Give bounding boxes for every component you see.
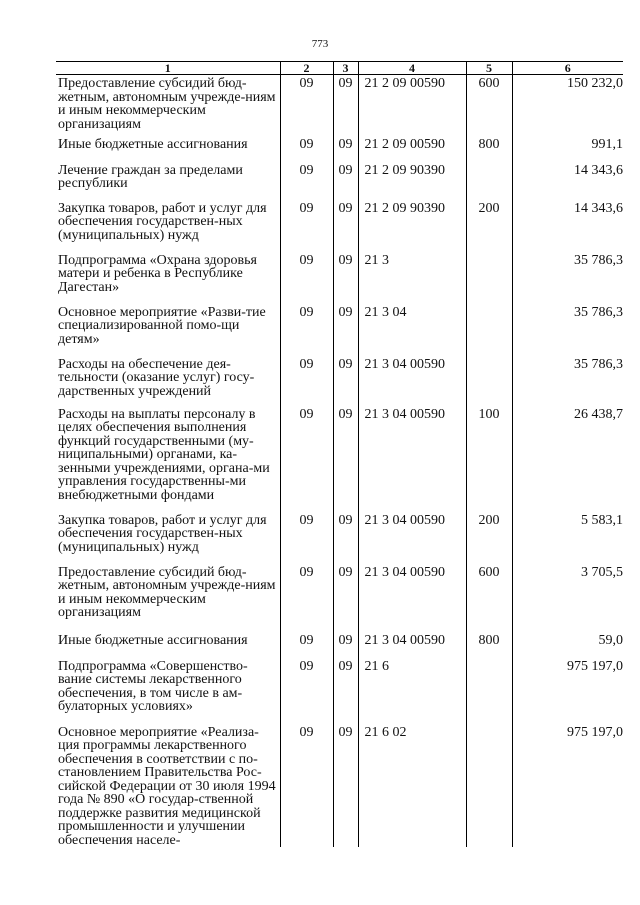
row-amount: 35 786,3 [512, 356, 623, 406]
row-section: 09 [280, 406, 333, 512]
row-name: Иные бюджетные ассигнования [56, 136, 280, 162]
row-target-article: 21 3 04 00590 [358, 564, 466, 632]
row-expense-type: 100 [466, 406, 512, 512]
header-col-6: 6 [512, 62, 623, 75]
row-section: 09 [280, 356, 333, 406]
row-amount: 991,1 [512, 136, 623, 162]
header-col-3: 3 [333, 62, 358, 75]
row-target-article: 21 3 04 00590 [358, 356, 466, 406]
row-subsection: 09 [333, 406, 358, 512]
row-name: Расходы на выплаты персоналу в целях обеспечения выполнения функций государственными (му-ниципальными) органами, ка-зенными учреждениями, органа-ми управления государственны-ми внебюджетными фондами [56, 406, 280, 512]
table-row [56, 200, 623, 252]
table-row [56, 564, 623, 632]
row-section: 09 [280, 304, 333, 356]
row-subsection: 09 [333, 200, 358, 252]
row-section: 09 [280, 564, 333, 632]
row-name: Лечение граждан за пределами республики [56, 162, 280, 200]
row-subsection: 09 [333, 75, 358, 136]
table-body [56, 75, 623, 848]
table-header [56, 62, 623, 75]
row-target-article: 21 2 09 00590 [358, 75, 466, 136]
row-expense-type [466, 658, 512, 724]
table-row [56, 512, 623, 564]
row-expense-type [466, 304, 512, 356]
row-name: Иные бюджетные ассигнования [56, 632, 280, 658]
row-target-article: 21 3 04 00590 [358, 406, 466, 512]
header-col-5: 5 [466, 62, 512, 75]
row-subsection: 09 [333, 512, 358, 564]
row-section: 09 [280, 75, 333, 136]
row-name: Закупка товаров, работ и услуг для обеспечения государствен-ных (муниципальных) нужд [56, 512, 280, 564]
row-section: 09 [280, 658, 333, 724]
row-expense-type [466, 356, 512, 406]
row-section: 09 [280, 632, 333, 658]
table-row [56, 136, 623, 162]
row-section: 09 [280, 512, 333, 564]
row-subsection: 09 [333, 136, 358, 162]
row-target-article: 21 6 02 [358, 724, 466, 848]
row-name: Закупка товаров, работ и услуг для обеспечения государствен-ных (муниципальных) нужд [56, 200, 280, 252]
row-subsection: 09 [333, 304, 358, 356]
row-section: 09 [280, 136, 333, 162]
row-expense-type: 600 [466, 564, 512, 632]
row-target-article: 21 2 09 90390 [358, 162, 466, 200]
row-section: 09 [280, 162, 333, 200]
row-target-article: 21 3 [358, 252, 466, 304]
row-subsection: 09 [333, 162, 358, 200]
row-expense-type [466, 252, 512, 304]
row-amount: 975 197,0 [512, 724, 623, 848]
row-target-article: 21 3 04 [358, 304, 466, 356]
row-amount: 35 786,3 [512, 252, 623, 304]
table-row [56, 75, 623, 136]
row-amount: 59,0 [512, 632, 623, 658]
row-amount: 150 232,0 [512, 75, 623, 136]
row-amount: 14 343,6 [512, 162, 623, 200]
row-target-article: 21 3 04 00590 [358, 632, 466, 658]
row-target-article: 21 6 [358, 658, 466, 724]
table-row [56, 304, 623, 356]
row-name: Предоставление субсидий бюд-жетным, автономным учрежде-ниям и иным некоммерческим организациям [56, 75, 280, 136]
row-expense-type: 200 [466, 512, 512, 564]
row-target-article: 21 2 09 00590 [358, 136, 466, 162]
row-amount: 14 343,6 [512, 200, 623, 252]
row-amount: 975 197,0 [512, 658, 623, 724]
row-subsection: 09 [333, 564, 358, 632]
table-row [56, 406, 623, 512]
row-name: Предоставление субсидий бюд-жетным, автономным учрежде-ниям и иным некоммерческим организациям [56, 564, 280, 632]
row-subsection: 09 [333, 632, 358, 658]
row-subsection: 09 [333, 252, 358, 304]
row-section: 09 [280, 724, 333, 848]
row-amount: 3 705,5 [512, 564, 623, 632]
header-col-2: 2 [280, 62, 333, 75]
row-name: Расходы на обеспечение дея-тельности (оказание услуг) госу-дарственных учреждений [56, 356, 280, 406]
row-subsection: 09 [333, 356, 358, 406]
row-name: Основное мероприятие «Реализа-ция программы лекарственного обеспечения в соответствии с по-становлением Правительства Рос-сийской Федерации от 30 июля 1994 года № 890 «О государ-ственной поддержке развития медицинской промышленности и улучшении обеспечения населе- [56, 724, 280, 848]
row-expense-type: 200 [466, 200, 512, 252]
budget-table [56, 61, 623, 847]
row-expense-type [466, 162, 512, 200]
row-section: 09 [280, 200, 333, 252]
row-target-article: 21 2 09 90390 [358, 200, 466, 252]
row-name: Подпрограмма «Охрана здоровья матери и ребенка в Республике Дагестан» [56, 252, 280, 304]
row-name: Подпрограмма «Совершенство-вание системы лекарственного обеспечения, в том числе в ам-булаторных условиях» [56, 658, 280, 724]
page-number: 773 [311, 38, 329, 50]
header-col-4: 4 [358, 62, 466, 75]
row-subsection: 09 [333, 724, 358, 848]
table-row [56, 632, 623, 658]
header-col-1: 1 [56, 62, 280, 75]
row-expense-type: 600 [466, 75, 512, 136]
table-row [56, 252, 623, 304]
row-subsection: 09 [333, 658, 358, 724]
table-row [56, 356, 623, 406]
row-section: 09 [280, 252, 333, 304]
table-row [56, 162, 623, 200]
table-row [56, 658, 623, 724]
row-amount: 26 438,7 [512, 406, 623, 512]
row-expense-type: 800 [466, 136, 512, 162]
row-name: Основное мероприятие «Разви-тие специализированной помо-щи детям» [56, 304, 280, 356]
row-target-article: 21 3 04 00590 [358, 512, 466, 564]
table-row [56, 724, 623, 848]
row-amount: 5 583,1 [512, 512, 623, 564]
row-expense-type [466, 724, 512, 848]
row-amount: 35 786,3 [512, 304, 623, 356]
row-expense-type: 800 [466, 632, 512, 658]
